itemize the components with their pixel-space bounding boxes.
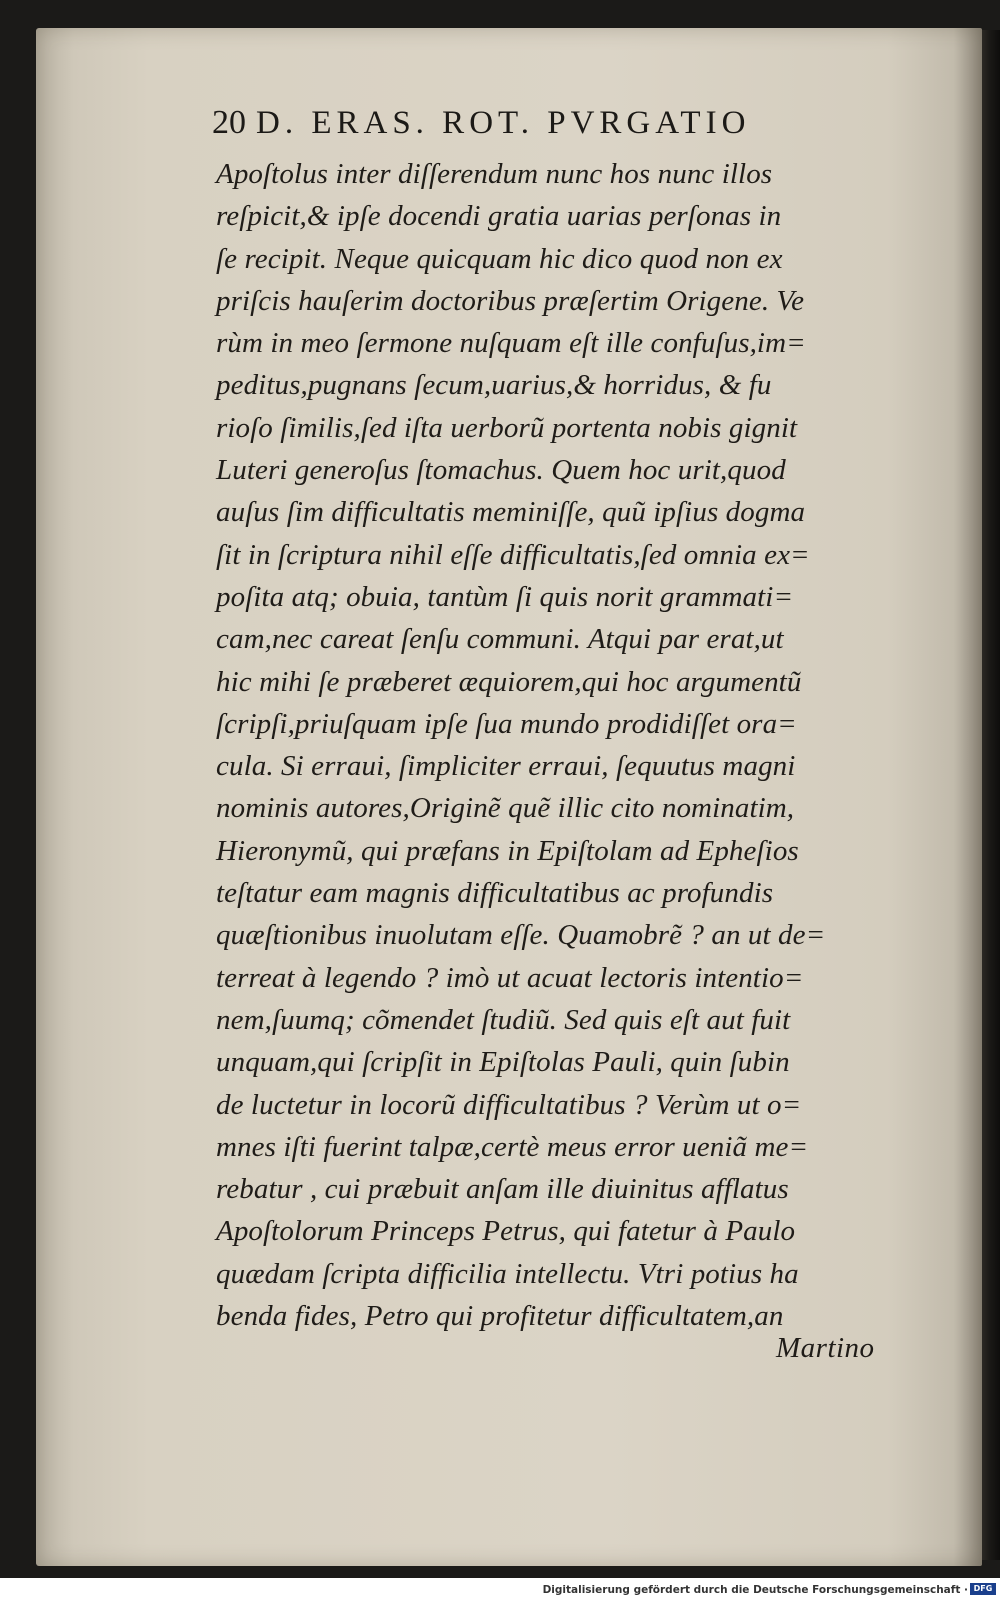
text-line: Apoſtolus inter diſſerendum nunc hos nunc illos <box>216 158 773 190</box>
text-line: unquam,qui ſcripſit in Epiſtolas Pauli, quin ſubin <box>216 1046 790 1079</box>
text-line: ſit in ſcriptura nihil eſſe difficultatis,ſed omnia ex= <box>216 538 810 571</box>
text-line: priſcis hauſerim doctoribus præſertim Origene. Ve <box>216 284 805 317</box>
digitization-credit: Digitalisierung gefördert durch die Deutsche Forschungsgemeinschaft · <box>542 1584 968 1596</box>
page-number: 20 <box>212 104 246 141</box>
catchword: Martino <box>776 1332 875 1364</box>
text-line: peditus,pugnans ſecum,uarius,& horridus, & fu <box>216 369 772 402</box>
text-line: rebatur , cui præbuit anſam ille diuinitus afflatus <box>216 1173 789 1206</box>
text-line: Hieronymũ, qui præfans in Epiſtolam ad Epheſios <box>216 834 799 867</box>
text-line: rioſo ſimilis,ſed iſta uerborũ portenta nobis gignit <box>216 411 798 444</box>
text-line: nem,ſuumq; cõmendet ſtudiũ. Sed quis eſt aut fuit <box>216 1003 791 1036</box>
text-line: benda fides, Petro qui profitetur difficultatem,an <box>216 1300 784 1333</box>
text-line: ſe recipit. Neque quicquam hic dico quod non ex <box>216 242 783 275</box>
text-line: ſcripſi,priuſquam ipſe ſua mundo prodidiſſet ora= <box>216 707 797 740</box>
text-line: quæſtionibus inuolutam eſſe. Quamobrẽ ? an ut de= <box>216 919 826 952</box>
text-line: hic mihi ſe præberet æquiorem,qui hoc argumentũ <box>216 665 802 698</box>
text-line: reſpicit,& ipſe docendi gratia uarias perſonas in <box>216 200 782 233</box>
text-line: Luteri generoſus ſtomachus. Quem hoc urit,quod <box>216 454 786 487</box>
text-line: de luctetur in locorũ difficultatibus ? Verùm ut o= <box>216 1088 802 1121</box>
text-line: poſita atq; obuia, tantùm ſi quis norit grammati= <box>216 580 794 613</box>
text-line: cam,nec careat ſenſu communi. Atqui par erat,ut <box>216 623 784 656</box>
running-head-title: D. ERAS. ROT. PVRGATIO <box>256 105 751 141</box>
text-line: quædam ſcripta difficilia intellectu. Vtri potius ha <box>216 1257 799 1290</box>
text-line: Apoſtolorum Princeps Petrus, qui fatetur à Paulo <box>216 1215 796 1248</box>
text-line: cula. Si erraui, ſimpliciter erraui, ſequutus magni <box>216 750 796 783</box>
body-text <box>216 153 906 1337</box>
text-line: auſus ſim difficultatis meminiſſe, quũ ipſius dogma <box>216 496 806 529</box>
dfg-logo: DFG <box>970 1583 996 1595</box>
text-line: rùm in meo ſermone nuſquam eſt ille confuſus,im= <box>216 327 806 360</box>
text-line: mnes iſti fuerint talpæ,certè meus error ueniã me= <box>216 1130 809 1163</box>
text-line: terreat à legendo ? imò ut acuat lectoris intentio= <box>216 961 804 994</box>
text-line: nominis autores,Originẽ quẽ illic cito nominatim, <box>216 792 795 825</box>
text-line: teſtatur eam magnis difficultatibus ac profundis <box>216 877 774 910</box>
running-head <box>212 104 872 150</box>
